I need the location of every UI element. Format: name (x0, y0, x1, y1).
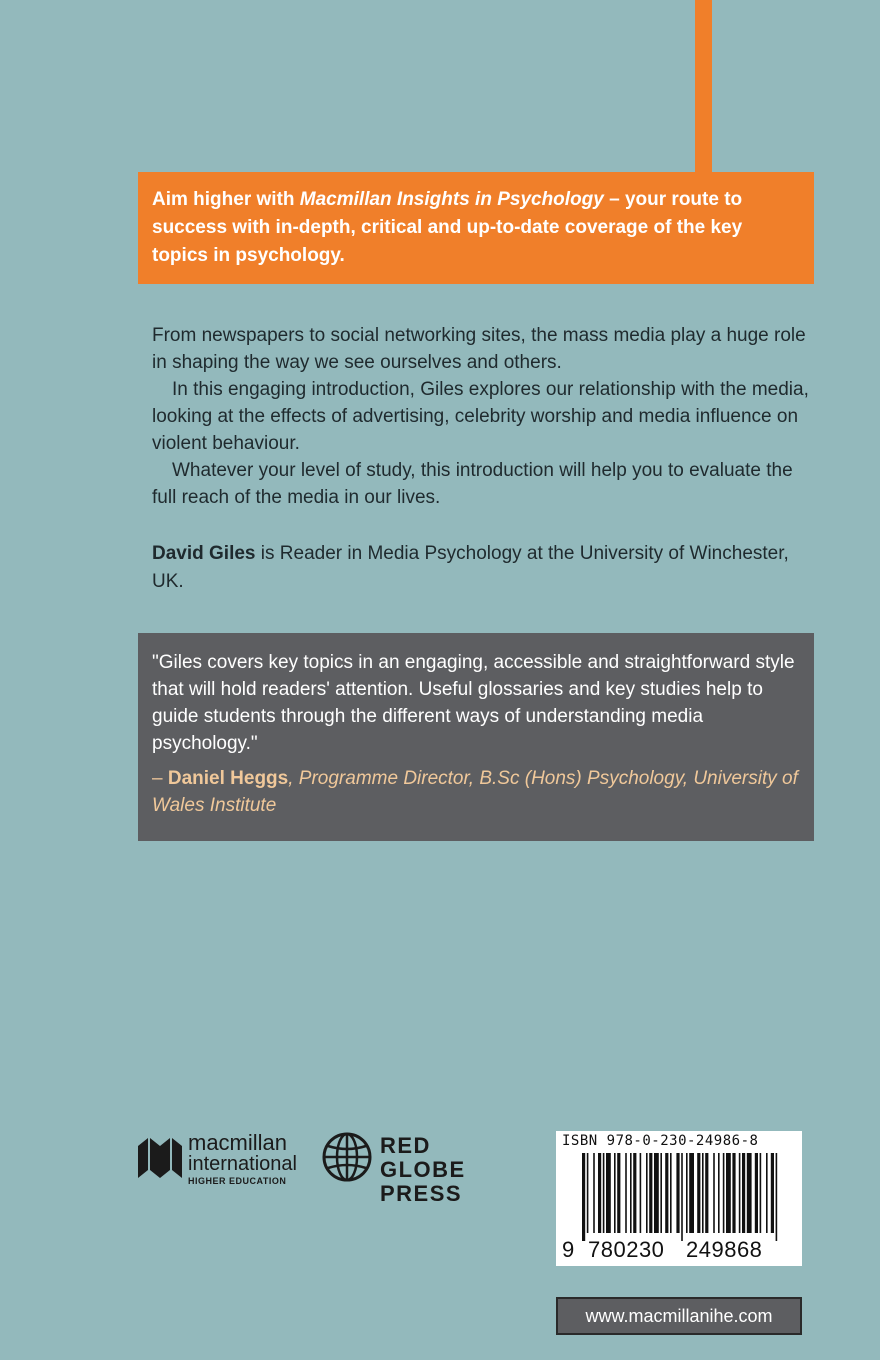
isbn-barcode (556, 1131, 802, 1266)
barcode-bar (617, 1153, 620, 1233)
barcode-bar (713, 1153, 715, 1233)
series-tagline-box (138, 172, 814, 284)
barcode-bar (603, 1153, 605, 1233)
reviewer-name: Daniel Heggs (167, 768, 289, 789)
macmillan-logo (136, 1132, 306, 1188)
barcode-bar (606, 1153, 611, 1233)
publisher-website[interactable]: www.macmillanihe.com (556, 1297, 802, 1335)
barcode-bar (676, 1153, 679, 1233)
globe-icon (322, 1132, 372, 1182)
barcode-bar (598, 1153, 601, 1233)
barcode-bar (732, 1153, 735, 1233)
barcode-bar (755, 1153, 758, 1233)
barcode-bar (689, 1153, 694, 1233)
review-quote: "Giles covers key topics in an engaging, accessible and straightforward style that will hold readers' attention. Useful glossaries and key studies help to guide students through the different ways of understanding media psychology." (152, 652, 795, 754)
barcode-bar (649, 1153, 652, 1233)
barcode-bars (582, 1153, 778, 1241)
barcode-bar (593, 1153, 595, 1233)
barcode-bar (587, 1153, 589, 1233)
isbn-label: ISBN 978-0-230-24986-8 (562, 1133, 759, 1149)
blurb-paragraph-3: Whatever your level of study, this introduction will help you to evaluate the full reach of the media in our lives. (152, 460, 793, 508)
barcode-bar (633, 1153, 636, 1233)
tagline-pre: Aim higher with (152, 189, 300, 210)
barcode-bar (739, 1153, 741, 1233)
barcode-group-1: 780230 (588, 1237, 665, 1262)
blurb-paragraph-2: In this engaging introduction, Giles explores our relationship with the media, looking at the effects of advertising, celebrity worship and media influence on violent behaviour. (152, 379, 809, 454)
barcode-bar (665, 1153, 668, 1233)
series-name: Macmillan Insights in Psychology (299, 189, 604, 210)
barcode-group-2: 249868 (686, 1237, 763, 1262)
tagline-post: – your route to success with in-depth, critical and up-to-date coverage of the key topics in psychology. (152, 189, 743, 266)
barcode-bar (630, 1153, 632, 1233)
rgp-line-2: PRESS (380, 1181, 463, 1206)
rgp-line-1: RED GLOBE (380, 1133, 466, 1182)
barcode-bar (646, 1153, 648, 1233)
blurb-paragraph-1: From newspapers to social networking sites, the mass media play a huge role in shaping the way we see ourselves and others. (152, 325, 806, 373)
barcode-bar (760, 1153, 762, 1233)
book-blurb (152, 322, 812, 511)
review-quote-box (138, 633, 814, 841)
author-bio-text: is Reader in Media Psychology at the University of Winchester, UK. (152, 543, 789, 592)
barcode-bar (686, 1153, 688, 1233)
macmillan-wordmark (188, 1132, 297, 1186)
barcode-bar (723, 1153, 725, 1233)
barcode-lead-digit: 9 (562, 1237, 575, 1262)
barcode-bar (718, 1153, 720, 1233)
barcode-bar (614, 1153, 616, 1233)
reviewer-role: , Programme Director, B.Sc (Hons) Psychology, University of Wales Institute (152, 768, 798, 816)
orange-accent-bar (695, 0, 712, 176)
barcode-bar (625, 1153, 627, 1233)
attribution-dash: – (152, 768, 168, 789)
barcode-bar (582, 1153, 585, 1241)
barcode-bar (771, 1153, 774, 1233)
barcode-bar (697, 1153, 700, 1233)
barcode-bar (660, 1153, 662, 1233)
macmillan-higher-education: HIGHER EDUCATION (188, 1176, 287, 1186)
barcode-bar (747, 1153, 752, 1233)
barcode-bar (726, 1153, 731, 1233)
macmillan-m-icon (136, 1134, 184, 1180)
barcode-bar (670, 1153, 672, 1233)
barcode-bar (681, 1153, 683, 1241)
macmillan-name: macmillan (188, 1130, 288, 1155)
barcode-bar (702, 1153, 704, 1233)
red-globe-press-logo (322, 1132, 512, 1206)
barcode-bar (742, 1153, 745, 1233)
barcode-bar (640, 1153, 642, 1233)
barcode-bar (766, 1153, 768, 1233)
author-name: David Giles (152, 543, 256, 564)
barcode-bar (776, 1153, 778, 1241)
barcode-bar (654, 1153, 659, 1233)
barcode-bar (705, 1153, 708, 1233)
author-bio (152, 540, 812, 596)
review-attribution (152, 765, 800, 819)
macmillan-international: international (188, 1153, 297, 1175)
red-globe-press-wordmark (380, 1134, 512, 1206)
